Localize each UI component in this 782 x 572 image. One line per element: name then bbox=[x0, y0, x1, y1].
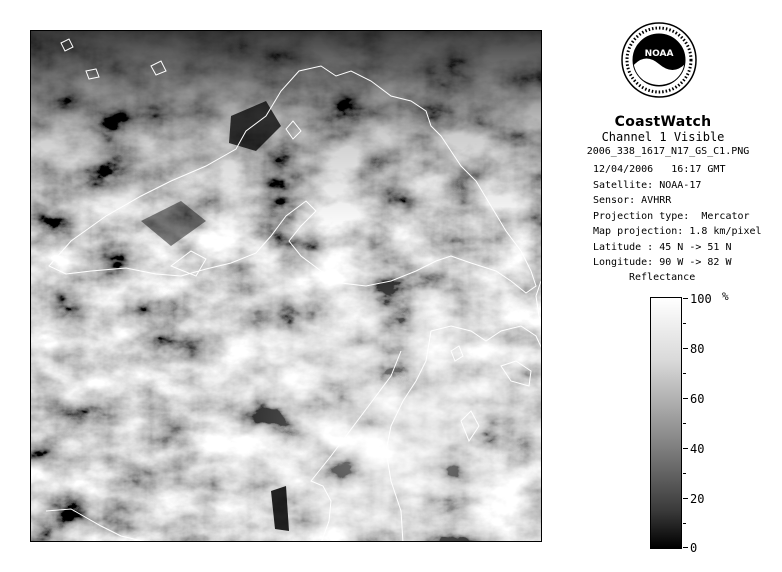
colorbar-tick bbox=[683, 448, 688, 449]
satellite-map bbox=[30, 30, 542, 542]
colorbar-tick-label: 100 bbox=[690, 292, 712, 306]
colorbar-minor-tick bbox=[683, 423, 686, 424]
satellite-label: Satellite: NOAA-17 bbox=[593, 179, 702, 191]
colorbar-tick bbox=[683, 398, 688, 399]
colorbar-title: Reflectance bbox=[629, 272, 696, 283]
sensor-label: Sensor: AVHRR bbox=[593, 195, 672, 206]
colorbar-minor-tick bbox=[683, 373, 686, 374]
colorbar-tick bbox=[683, 498, 688, 499]
latitude-label: Latitude : 45 N -> 51 N bbox=[593, 241, 732, 253]
colorbar-tick-label: 40 bbox=[690, 442, 705, 456]
colorbar-tick-label: 60 bbox=[690, 392, 705, 406]
reflectance-colorbar bbox=[650, 297, 682, 549]
product-title: CoastWatch bbox=[614, 114, 712, 130]
colorbar-tick-label: 80 bbox=[690, 342, 705, 356]
colorbar-tick bbox=[683, 547, 688, 548]
colorbar-tick-label: 0 bbox=[690, 541, 698, 555]
map-projection-label: Map projection: 1.8 km/pixel bbox=[593, 226, 762, 237]
metadata-block bbox=[593, 162, 762, 271]
svg-text:NOAA: NOAA bbox=[644, 49, 674, 59]
date-time-line bbox=[593, 162, 762, 178]
channel-label: Channel 1 Visible bbox=[601, 130, 725, 144]
noaa-logo bbox=[621, 22, 697, 98]
colorbar-tick bbox=[683, 298, 688, 299]
longitude-label: Longitude: 90 W -> 82 W bbox=[593, 257, 732, 268]
time-value: 16:17 GMT bbox=[671, 164, 726, 175]
projection-type-label: Projection type: Mercator bbox=[593, 210, 750, 222]
colorbar-tick bbox=[683, 348, 688, 349]
colorbar-unit: % bbox=[722, 290, 729, 303]
filename-label: 2006_338_1617_N17_GS_C1.PNG bbox=[586, 146, 750, 157]
colorbar-minor-tick bbox=[683, 323, 686, 324]
colorbar-minor-tick bbox=[683, 473, 686, 474]
colorbar-tick-label: 20 bbox=[690, 492, 705, 506]
date-value: 12/04/2006 bbox=[593, 164, 654, 175]
colorbar-minor-tick bbox=[683, 523, 686, 524]
